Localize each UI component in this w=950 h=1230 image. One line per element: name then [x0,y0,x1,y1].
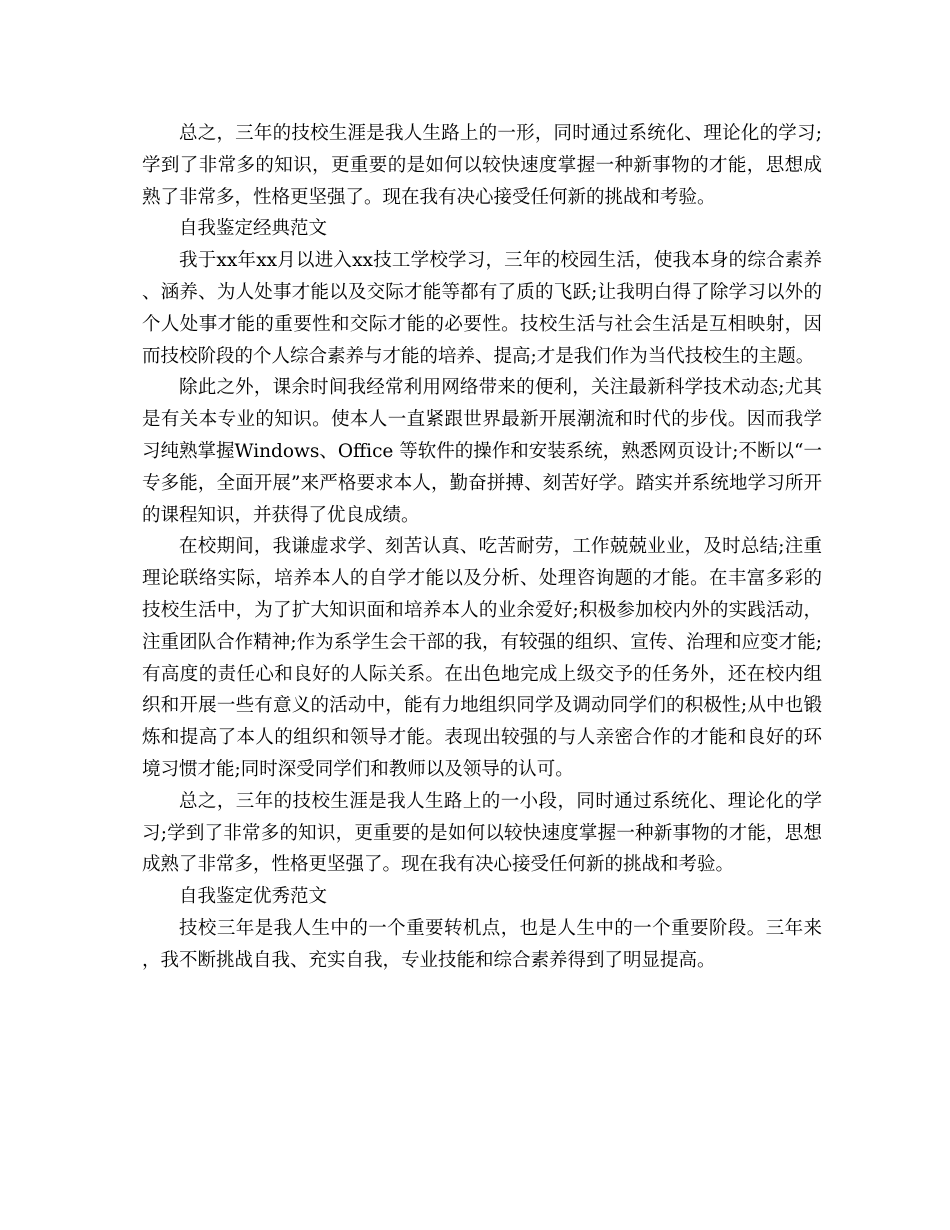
section-heading-excellent-sample: 自我鉴定优秀范文 [179,886,328,908]
section-heading-classic-sample: 自我鉴定经典范文 [179,218,328,240]
document-body [142,118,822,977]
paragraph-turning-point: 技校三年是我人生中的一个重要转机点，也是人生中的一个重要阶段。三年来，我不断挑战自我、充实自我，专业技能和综合素养得到了明显提高。 [142,917,822,971]
paragraph-extracurricular: 除此之外，课余时间我经常利用网络带来的便利，关注最新科学技术动态;尤其是有关本专业的知识。使本人一直紧跟世界最新开展潮流和时代的步伐。因而我学习纯熟掌握Windows、Office 等软件的操作和安装系统，熟悉网页设计;不断以“一专多能，全面开展”来严格要求本人，勤奋拼搏、刻苦好学。踏实并系统地学习所开的课程知识，并获得了优良成绩。 [142,377,822,526]
paragraph-summary-2: 总之，三年的技校生涯是我人生路上的一小段，同时通过系统化、理论化的学习;学到了非常多的知识，更重要的是如何以较快速度掌握一种新事物的才能，思想成熟了非常多，性格更坚强了。现在我有决心接受任何新的挑战和考验。 [142,790,822,876]
paragraph-enrollment: 我于xx年xx月以进入xx技工学校学习，三年的校园生活，使我本身的综合素养、涵养、为人处事才能以及交际才能等都有了质的飞跃;让我明白得了除学习以外的个人处事才能的重要性和交际才能的必要性。技校生活与社会生活是互相映射，因而技校阶段的个人综合素养与才能的培养、提高;才是我们作为当代技校生的主题。 [142,250,822,367]
paragraph-campus-period: 在校期间，我谦虚求学、刻苦认真、吃苦耐劳，工作兢兢业业，及时总结;注重理论联络实际，培养本人的自学才能以及分析、处理咨询题的才能。在丰富多彩的技校生活中，为了扩大知识面和培养本人的业余爱好;积极参加校内外的实践活动，注重团队合作精神;作为系学生会干部的我，有较强的组织、宣传、治理和应变才能;有高度的责任心和良好的人际关系。在出色地完成上级交予的任务外，还在校内组织和开展一些有意义的活动中，能有力地组织同学及调动同学们的积极性;从中也锻炼和提高了本人的组织和领导才能。表现出较强的与人亲密合作的才能和良好的环境习惯才能;同时深受同学们和教师以及领导的认可。 [142,536,822,780]
paragraph-summary-1: 总之，三年的技校生涯是我人生路上的一形，同时通过系统化、理论化的学习;学到了非常多的知识，更重要的是如何以较快速度掌握一种新事物的才能，思想成熟了非常多，性格更坚强了。现在我有决心接受任何新的挑战和考验。 [142,123,822,208]
